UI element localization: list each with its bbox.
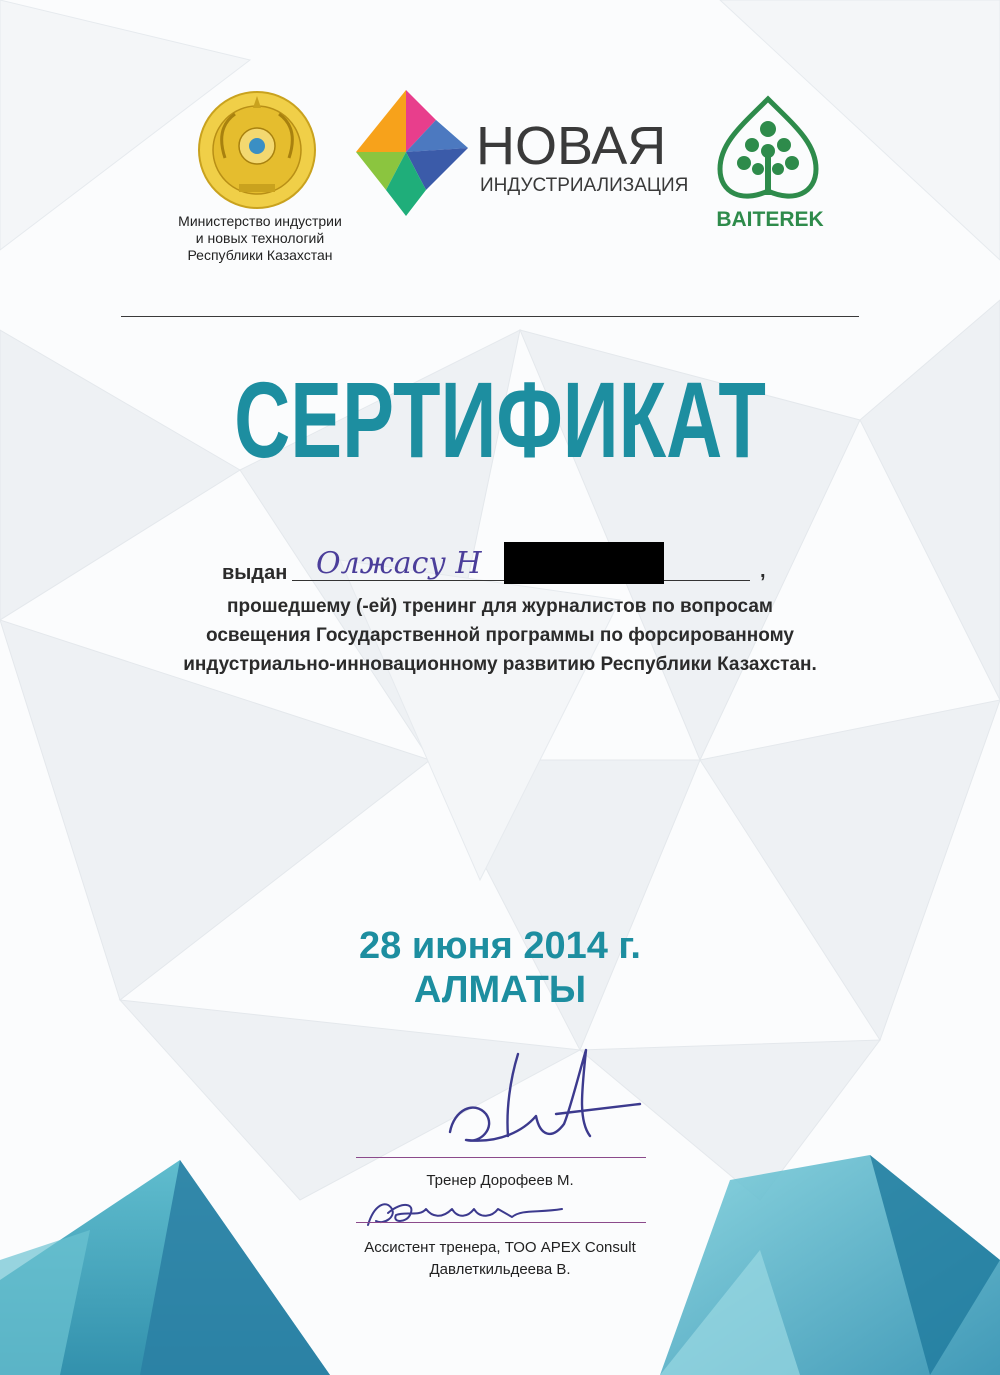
recipient-comma: , <box>760 560 766 582</box>
certificate-date: 28 июня 2014 г. <box>359 925 641 967</box>
redaction-block <box>504 542 664 584</box>
certificate-title: СЕРТИФИКАТ <box>234 359 766 480</box>
brand-subtitle: ИНДУСТРИАЛИЗАЦИЯ <box>480 175 689 196</box>
trainer-name: Тренер Дорофеев М. <box>426 1172 574 1189</box>
ministry-line: Республики Казахстан <box>187 247 333 263</box>
baiterek-tree-icon <box>712 95 824 207</box>
certificate-body <box>100 592 900 679</box>
issued-to-row <box>222 546 782 586</box>
assistant-block <box>0 1237 1000 1281</box>
trainer-signature-line <box>356 1157 646 1158</box>
assistant-line: Ассистент тренера, ТОО APEX Consult <box>364 1239 636 1256</box>
crystal-logo-icon <box>356 90 468 216</box>
assistant-signature-icon <box>362 1195 572 1231</box>
assistant-signature-line <box>356 1222 646 1223</box>
kazakhstan-emblem-icon <box>195 88 319 212</box>
baiterek-logo-text: BAITEREK <box>716 208 824 231</box>
header-divider <box>121 316 859 317</box>
trainer-signature-icon <box>440 1040 650 1160</box>
ministry-line: и новых технологий <box>195 230 325 246</box>
body-line: освещения Государственной программы по форсированному <box>206 625 794 646</box>
ministry-name <box>150 213 370 264</box>
body-line: прошедшему (-ей) тренинг для журналистов по вопросам <box>227 596 773 617</box>
recipient-handwritten-name: Олжасу Н <box>316 546 482 581</box>
issued-label: выдан <box>222 562 288 584</box>
assistant-line: Давлеткильдеева В. <box>429 1261 571 1278</box>
brand-title: НОВАЯ <box>476 116 667 176</box>
ministry-line: Министерство индустрии <box>178 213 342 229</box>
certificate-city: АЛМАТЫ <box>413 969 587 1011</box>
body-line: индустриально-инновационному развитию Республики Казахстан. <box>183 654 817 675</box>
